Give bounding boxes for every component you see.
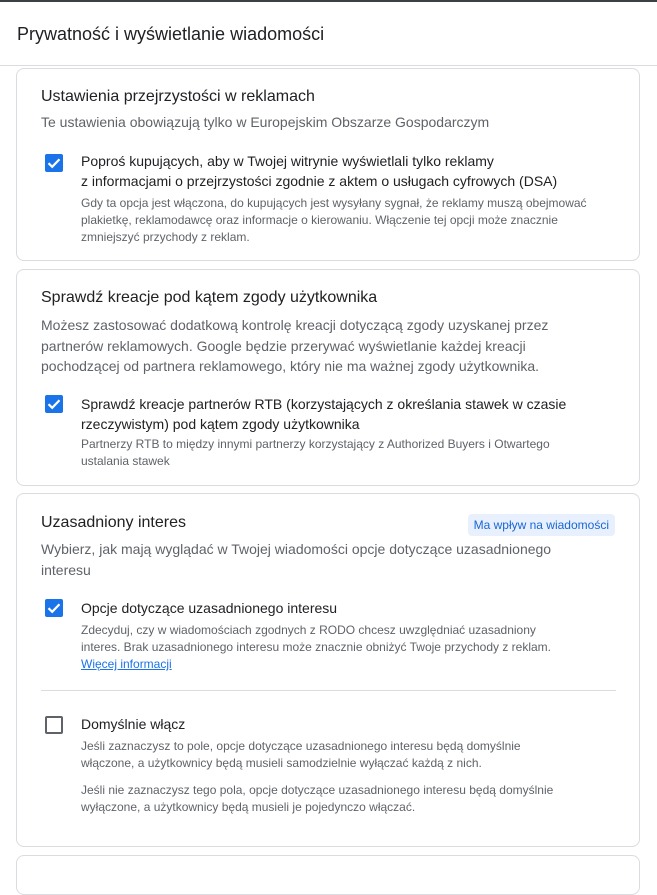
option-label[interactable]: Domyślnie włącz (81, 716, 186, 732)
option-label[interactable]: Poproś kupujących, aby w Twojej witrynie wyświetlali tylko reklamy z informacjami o przejrzystości zgodnie z aktem o usługach cyfrowych (DSA) (81, 153, 558, 189)
section-title: Sprawdź kreacje pod kątem zgody użytkownika (41, 289, 378, 306)
affects-messages-badge: Ma wpływ na wiadomości (468, 514, 615, 536)
option-label[interactable]: Opcje dotyczące uzasadnionego interesu (81, 600, 338, 616)
section-title: Uzasadniony interes (41, 514, 186, 531)
option-label[interactable]: Sprawdź kreacje partnerów RTB (korzystających z określania stawek w czasie rzeczywistym) pod kątem zgody użytkownika (81, 396, 567, 432)
section-description: Te ustawienia obowiązują tylko w Europejskim Obszarze Gospodarczym (41, 114, 490, 130)
page-title: Prywatność i wyświetlanie wiadomości (17, 24, 325, 44)
dsa-transparency-checkbox[interactable] (45, 154, 63, 172)
default-enable-checkbox[interactable] (45, 716, 63, 734)
check-icon (45, 154, 63, 172)
check-icon (45, 599, 63, 617)
page-header (0, 2, 657, 66)
option-help: Partnerzy RTB to między innymi partnerzy korzystający z Authorized Buyers i Otwartego ustalania stawek (81, 437, 550, 468)
legitimate-interest-card (16, 493, 640, 847)
section-description: Wybierz, jak mają wyglądać w Twojej wiadomości opcje dotyczące uzasadnionego interesu (41, 541, 552, 578)
rtb-consent-checkbox[interactable] (45, 395, 63, 413)
user-consent-card (16, 269, 640, 486)
section-description: Możesz zastosować dodatkową kontrolę kreacji dotyczącą zgody uzyskanej przez partnerów reklamowych. Google będzie przerywać wyświetlanie każdej kreacji pochodzącej od partnera reklamowego, który nie ma ważnej zgody użytkownika. (41, 317, 549, 374)
option-help: Jeśli zaznaczysz to pole, opcje dotyczące uzasadnionego interesu będą domyślnie włączone, a użytkownicy będą musieli samodzielnie wyłączać każdą z nich. (81, 739, 521, 770)
option-help: Jeśli nie zaznaczysz tego pola, opcje dotyczące uzasadnionego interesu będą domyślnie wyłączone, a użytkownicy będą musieli je pojedynczo włączać. (81, 783, 554, 814)
legitimate-interest-checkbox[interactable] (45, 599, 63, 617)
option-help: Gdy ta opcja jest włączona, do kupujących jest wysyłany sygnał, że reklamy muszą obejmować plakietkę, reklamodawcę oraz informacje o kierowaniu. Włączenie tej opcji może znacznie zmniejszyć przychody z reklam. (81, 196, 587, 244)
more-info-link[interactable]: Więcej informacji (81, 657, 172, 671)
section-title: Ustawienia przejrzystości w reklamach (41, 88, 315, 105)
ad-transparency-card (16, 68, 640, 261)
divider (41, 690, 616, 691)
next-card (16, 855, 640, 895)
option-help: Zdecyduj, czy w wiadomościach zgodnych z RODO chcesz uwzględniać uzasadniony interes. Brak uzasadnionego interesu może znacznie obniżyć Twoje przychody z reklam. Więcej informacji (81, 623, 552, 671)
check-icon (45, 395, 63, 413)
